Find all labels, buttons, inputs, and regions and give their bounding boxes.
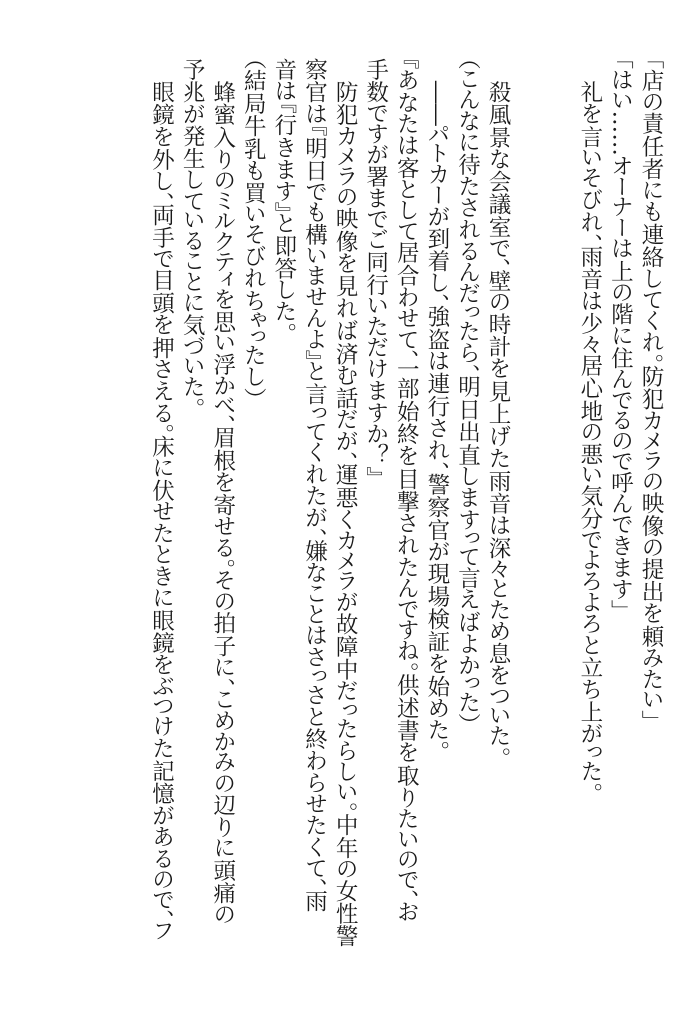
text-column: 防犯カメラの映像を見れば済む話だが、運悪くカメラが故障中だったらしい。中年の女性警: [332, 58, 359, 948]
text-column: 察官は『明日でも構いませんよ』と言ってくれたが、嫌なことはさっさと終わらせたくて、雨: [301, 58, 328, 913]
text-column: 「店の責任者にも連絡してくれ。防犯カメラの映像の提出を頼みたい」: [638, 58, 664, 722]
text-column: 蜂蜜入りのミルクティを思い浮かべ、眉根を寄せる。その拍子に、こめかみの辺りに頭痛の: [209, 58, 236, 925]
text-column: 「はい……オーナーは上の階に住んでるので呼んできます」: [607, 58, 634, 612]
text-column: 『あなたは客として居合わせて、一部始終を目撃されたんですね。供述書を取りたいので、お: [393, 58, 420, 924]
text-column: 礼を言いそびれ、雨音は少々居心地の悪い気分でよろよろと立ち上がった。: [576, 58, 603, 794]
blank-column: [513, 58, 544, 958]
text-column: 予兆が発生していることに気づいた。: [179, 58, 206, 410]
vertical-text-body: [76, 58, 666, 958]
text-column: ――パトカーが到着し、強盗は連行され、警察官が現場検証を始めた。: [423, 58, 450, 753]
text-column: 音は『行きます』と即答した。: [270, 58, 297, 335]
text-column: 殺風景な会議室で、壁の時計を見上げた雨音は深々とため息をついた。: [485, 58, 512, 759]
text-column: 眼鏡を外し、両手で目頭を押さえる。床に伏せたときに眼鏡をぶつけた記憶があるので、フ: [148, 58, 175, 941]
text-column: （こんなに待たされるんだったら、明日出直しますって言えばよかった）: [454, 58, 481, 726]
text-column: （結局牛乳も買いそびれちゃったし）: [240, 58, 267, 400]
text-column: 手数ですが署までご同行いただけますか？』: [362, 58, 389, 479]
blank-column: [544, 58, 575, 958]
